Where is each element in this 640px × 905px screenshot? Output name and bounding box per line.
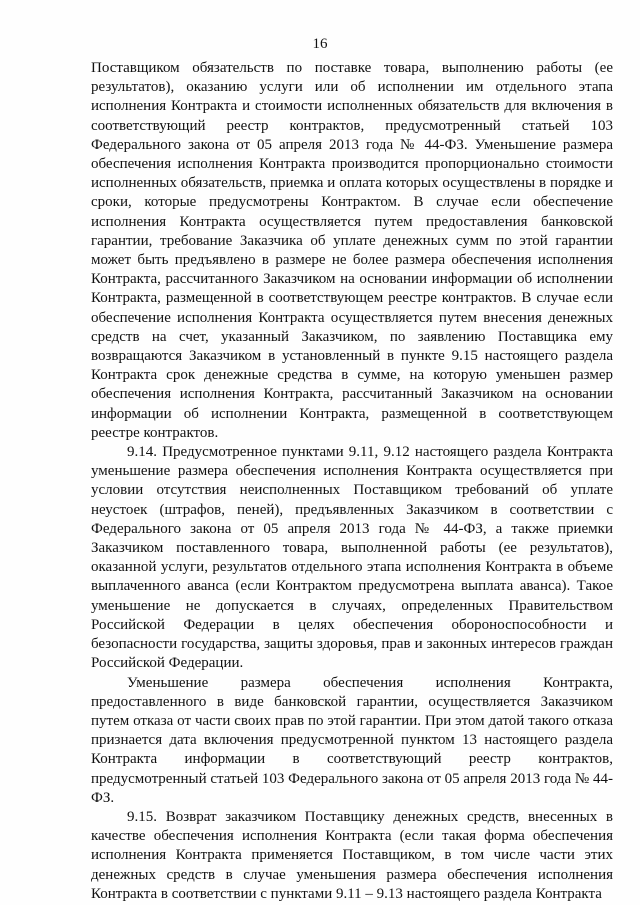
paragraph-continuation: Поставщиком обязательств по поставке товара, выполнению работы (ее результатов), оказанию услуги или об исполнении им отдельного этапа исполнения Контракта и стоимости исполненных обязательств для включения в соответствующий реестр контрактов, предусмотренный статьей 103 Федерального закона от 05 апреля 2013 года № 44-ФЗ. Уменьшение размера обеспечения исполнения Контракта производится пропорционально стоимости исполненных обязательств, приемка и оплата которых осуществлены в порядке и сроки, которые предусмотрены Контрактом. В случае если обеспечение исполнения Контракта осуществляется путем предоставления банковской гарантии, требование Заказчика об уплате денежных сумм по этой гарантии может быть предъявлено в размере не более размера обеспечения исполнения Контракта, рассчитанного Заказчиком на основании информации об исполнении Контракта, размещенной в соответствующем реестре контрактов. В случае если обеспечение исполнения Контракта осуществляется путем внесения денежных средств на счет, указанный Заказчиком, по заявлению Поставщика ему возвращаются Заказчиком в установленный в пункте 9.15 настоящего раздела Контракта срок денежные средства в сумме, на которую уменьшен размер обеспечения исполнения Контракта, рассчитанный Заказчиком на основании информации об исполнении Контракта, размещенной в соответствующем реестре контрактов. [91,60,613,441]
document-body [91,59,613,904]
paragraph-9-14: 9.14. Предусмотренное пунктами 9.11, 9.12 настоящего раздела Контракта уменьшение размера обеспечения исполнения Контракта осуществляется при условии отсутствия неисполненных Поставщиком требований об уплате неустоек (штрафов, пеней), предъявленных Заказчиком в соответствии с Федерального закона от 05 апреля 2013 года № 44-ФЗ, а также приемки Заказчиком поставленного товара, выполненной работы (ее результатов), оказанной услуги, результатов отдельного этапа исполнения Контракта в объеме выплаченного аванса (если Контрактом предусмотрена выплата аванса). Такое уменьшение не допускается в случаях, определенных Правительством Российской Федерации в целях обеспечения обороноспособности и безопасности государства, защиты здоровья, прав и законных интересов граждан Российской Федерации. [91,444,613,672]
paragraph-9-15: 9.15. Возврат заказчиком Поставщику денежных средств, внесенных в качестве обеспечения исполнения Контракта (если такая форма обеспечения исполнения Контракта применяется Поставщиком, в том числе части этих денежных средств в случае уменьшения размера обеспечения исполнения Контракта в соответствии с пунктами 9.11 – 9.13 настоящего раздела Контракта [91,808,613,902]
page-number: 16 [312,36,328,52]
paragraph-guarantee-reduction: Уменьшение размера обеспечения исполнения Контракта, предоставленного в виде банковской гарантии, осуществляется Заказчиком путем отказа от части своих прав по этой гарантии. При этом датой такого отказа признается дата включения предусмотренной пунктом 13 настоящего раздела Контракта информации в соответствующий реестр контрактов, предусмотренный статьей 103 Федерального закона от 05 апреля 2013 года № 44-ФЗ. [91,674,613,806]
